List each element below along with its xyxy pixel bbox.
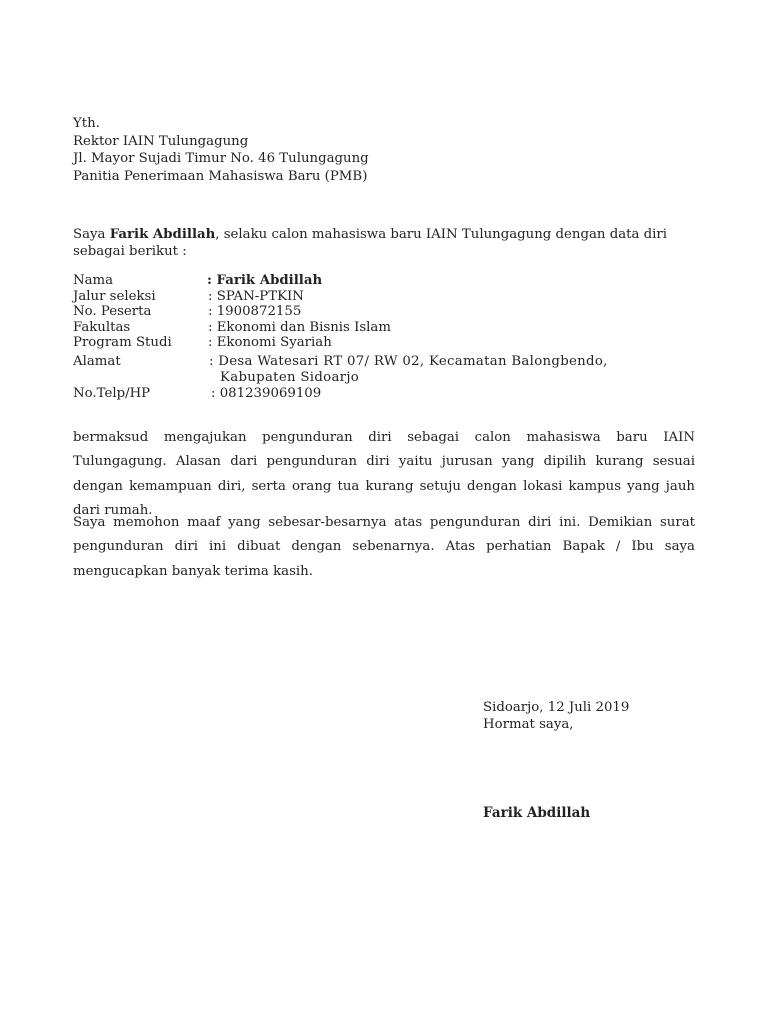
field-value: : 081239069109 — [211, 386, 322, 401]
field-value: : Ekonomi Syariah — [208, 335, 332, 350]
field-label: Fakultas — [73, 319, 131, 335]
field-row-no-telp — [73, 385, 695, 401]
field-value: : Ekonomi dan Bisnis Islam — [208, 319, 391, 335]
recipient-line: Rektor IAIN Tulungagung — [73, 133, 249, 149]
intro-paragraph — [73, 226, 695, 260]
field-value: : 1900872155 — [208, 304, 302, 319]
field-row-fakultas — [73, 319, 695, 335]
recipient-block — [73, 115, 473, 185]
field-value: : Farik Abdillah — [207, 273, 323, 288]
field-value: : SPAN-PTKIN — [208, 288, 304, 304]
field-row-alamat — [73, 350, 695, 369]
field-label: No. Peserta — [73, 304, 152, 319]
recipient-line: Jl. Mayor Sujadi Timur No. 46 Tulungagung — [73, 151, 369, 166]
recipient-line: Panitia Penerimaan Mahasiswa Baru (PMB) — [73, 168, 368, 184]
field-value-continuation: Kabupaten Sidoarjo — [220, 369, 360, 385]
field-row-nama — [73, 272, 695, 288]
field-row-no-peserta — [73, 303, 695, 319]
field-row-alamat-continuation — [73, 369, 695, 386]
field-value: : Desa Watesari RT 07/ RW 02, Kecamatan Balongbendo, — [209, 353, 608, 369]
field-label: Program Studi — [73, 335, 172, 350]
field-row-jalur-seleksi — [73, 288, 695, 304]
intro-prefix: Saya — [73, 227, 110, 242]
field-label: Nama — [73, 273, 114, 288]
signature-name: Farik Abdillah — [483, 805, 591, 821]
field-label: Alamat — [73, 353, 121, 369]
field-label: No.Telp/HP — [73, 386, 151, 401]
recipient-line: Yth. — [73, 116, 100, 131]
personal-data-list — [73, 272, 695, 401]
closing-block — [483, 699, 703, 733]
field-row-program-studi — [73, 334, 695, 350]
intro-suffix: , selaku calon mahasiswa baru IAIN Tulungagung dengan data diri sebagai berikut : — [73, 227, 668, 259]
place-date: Sidoarjo, 12 Juli 2019 — [483, 700, 630, 715]
body-paragraph-reason: bermaksud mengajukan pengunduran diri sebagai calon mahasiswa baru IAIN Tulungagung. Alasan dari pengunduran diri yaitu jurusan yang dipilih kurang sesuai dengan kemampuan diri, serta orang tua kurang setuju dengan lokasi kampus yang jauh dari rumah. — [73, 430, 695, 518]
intro-name: Farik Abdillah — [109, 227, 216, 242]
salutation: Hormat saya, — [483, 717, 574, 732]
body-paragraph-closing: Saya memohon maaf yang sebesar-besarnya atas pengunduran diri ini. Demikian surat pengunduran diri ini dibuat dengan sebenarnya. Atas perhatian Bapak / Ibu saya mengucapkan banyak terima kasih. — [73, 515, 695, 579]
field-label: Jalur seleksi — [73, 288, 156, 304]
